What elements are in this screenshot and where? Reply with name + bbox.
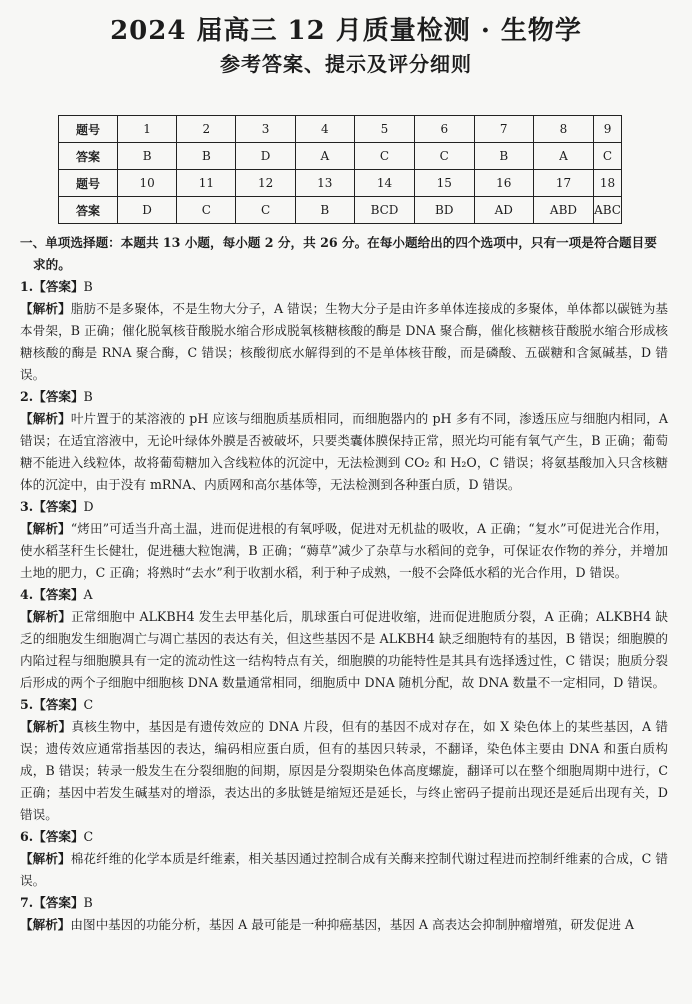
table-cell: C	[177, 197, 236, 224]
page-title: 2024 届高三 12 月质量检测 · 生物学	[110, 16, 582, 46]
table-row-answers-1	[59, 143, 622, 170]
table-cell: BD	[415, 197, 474, 224]
table-cell: 17	[533, 170, 593, 197]
table-row-answers-2	[59, 197, 622, 224]
table-cell: 18	[594, 170, 622, 197]
table-cell: 1	[118, 116, 177, 143]
question-analysis-2: 【解析】叶片置于的某溶液的 pH 应该与细胞质基质相同，而细胞器内的 pH 多有不同，渗透压应与细胞内相同，A 错误；在适宜溶液中，无论叶绿体外膜是否被破坏，只要类囊体膜保持正常，照光均可能有氧气产生，B 正确；葡萄糖不能进入线粒体，故将葡萄糖加入含线粒体的沉淀中，无法检测到 CO₂ 和 H₂O，C 错误；将氨基酸加入只含核糖体的沉淀中，由于没有 mRNA、内质网和高尔基体等，无法检测到各种蛋白质，D 错误。	[20, 411, 669, 492]
question-answer-5: 5.【答案】C	[20, 697, 94, 712]
table-cell: 13	[295, 170, 354, 197]
table-cell: BCD	[354, 197, 414, 224]
question-answer-1: 1.【答案】B	[20, 279, 93, 294]
section-heading-line2: 求的。	[33, 257, 71, 272]
question-analysis-3: 【解析】“烤田”可适当升高土温，进而促进根的有氧呼吸，促进对无机盐的吸收，A 正确；“复水”可促进光合作用，使水稻茎秆生长健壮，促进穗大粒饱满，B 正确；“薅草”减少了杂草与水稻间的竞争，可保证农作物的养分，并增加土地的肥力，C 正确；将熟时“去水”利于收割水稻，利于种子成熟，一般不会降低水稻的光合作用，D 错误。	[20, 521, 669, 580]
table-cell: D	[118, 197, 177, 224]
table-cell: 3	[236, 116, 295, 143]
table-cell: 9	[594, 116, 622, 143]
question-answer-6: 6.【答案】C	[20, 829, 94, 844]
row-label: 答案	[59, 143, 118, 170]
table-row-numbers-1	[59, 116, 622, 143]
table-cell: B	[118, 143, 177, 170]
question-analysis-6: 【解析】棉花纤维的化学本质是纤维素，相关基因通过控制合成有关酶来控制代谢过程进而控制纤维素的合成，C 错误。	[20, 851, 668, 888]
question-analysis-7: 【解析】由图中基因的功能分析，基因 A 最可能是一种抑癌基因，基因 A 高表达会抑制肿瘤增殖，研发促进 A	[20, 917, 635, 932]
table-cell: B	[177, 143, 236, 170]
table-cell: 8	[533, 116, 593, 143]
table-cell: A	[295, 143, 354, 170]
table-cell: 14	[354, 170, 414, 197]
table-cell: 6	[415, 116, 474, 143]
table-cell: 4	[295, 116, 354, 143]
question-answer-4: 4.【答案】A	[20, 587, 93, 602]
answer-explanations	[20, 232, 668, 936]
table-cell: D	[236, 143, 295, 170]
table-cell: C	[594, 143, 622, 170]
answer-table	[58, 115, 622, 224]
section-heading	[20, 232, 668, 276]
question-answer-3: 3.【答案】D	[20, 499, 94, 514]
row-label: 答案	[59, 197, 118, 224]
table-cell: 12	[236, 170, 295, 197]
question-analysis-4: 【解析】正常细胞中 ALKBH4 发生去甲基化后，肌球蛋白可促进收缩，进而促进胞质分裂，A 正确；ALKBH4 缺乏的细胞发生细胞凋亡与凋亡基因的表达有关，但这些基因不是 ALKBH4 缺乏细胞特有的基因，B 错误；细胞膜的内陷过程与细胞膜具有一定的流动性这一结构特点有关，细胞膜的功能特性是其具有选择透过性，C 错误；胞质分裂后形成的两个子细胞中细胞核 DNA 数量通常相同，细胞质中 DNA 随机分配，故 DNA 数量不一定相同，D 错误。	[20, 609, 669, 690]
table-cell: 5	[354, 116, 414, 143]
table-cell: C	[236, 197, 295, 224]
page-subtitle: 参考答案、提示及评分细则	[220, 52, 472, 76]
table-cell: C	[354, 143, 414, 170]
table-cell: ABC	[594, 197, 622, 224]
table-cell: 11	[177, 170, 236, 197]
table-row-numbers-2	[59, 170, 622, 197]
table-cell: B	[295, 197, 354, 224]
table-cell: A	[533, 143, 593, 170]
question-answer-7: 7.【答案】B	[20, 895, 93, 910]
table-cell: C	[415, 143, 474, 170]
question-analysis-1: 【解析】脂肪不是多聚体，不是生物大分子，A 错误；生物大分子是由许多单体连接成的多聚体，单体都以碳链为基本骨架，B 正确；催化脱氧核苷酸脱水缩合形成脱氧核糖核酸的酶是 DNA 聚合酶，催化核糖核苷酸脱水缩合形成核糖核酸的酶是 RNA 聚合酶，C 错误；核酸彻底水解得到的不是单体核苷酸，而是磷酸、五碳糖和含氮碱基，D 错误。	[20, 301, 668, 382]
question-analysis-5: 【解析】真核生物中，基因是有遗传效应的 DNA 片段，但有的基因不成对存在，如 X 染色体上的某些基因，A 错误；遗传效应通常指基因的表达，编码相应蛋白质，但有的基因只转录，不翻译，染色体主要由 DNA 和蛋白质构成，B 错误；转录一般发生在分裂细胞的间期，原因是分裂期染色体高度螺旋，翻译可以在整个细胞周期中进行，C 正确；基因中若发生碱基对的增添，表达出的多肽链是缩短还是延长，与终止密码子提前出现还是延后出现有关，D 错误。	[20, 719, 668, 822]
table-cell: 16	[474, 170, 533, 197]
row-label: 题号	[59, 116, 118, 143]
table-cell: 7	[474, 116, 533, 143]
section-heading-line1: 一、单项选择题：本题共 13 小题，每小题 2 分，共 26 分。在每小题给出的四个选项中，只有一项是符合题目要	[20, 235, 657, 250]
table-cell: ABD	[533, 197, 593, 224]
question-answer-2: 2.【答案】B	[20, 389, 93, 404]
row-label: 题号	[59, 170, 118, 197]
table-cell: AD	[474, 197, 533, 224]
table-cell: 15	[415, 170, 474, 197]
table-cell: 2	[177, 116, 236, 143]
table-cell: 10	[118, 170, 177, 197]
table-cell: B	[474, 143, 533, 170]
